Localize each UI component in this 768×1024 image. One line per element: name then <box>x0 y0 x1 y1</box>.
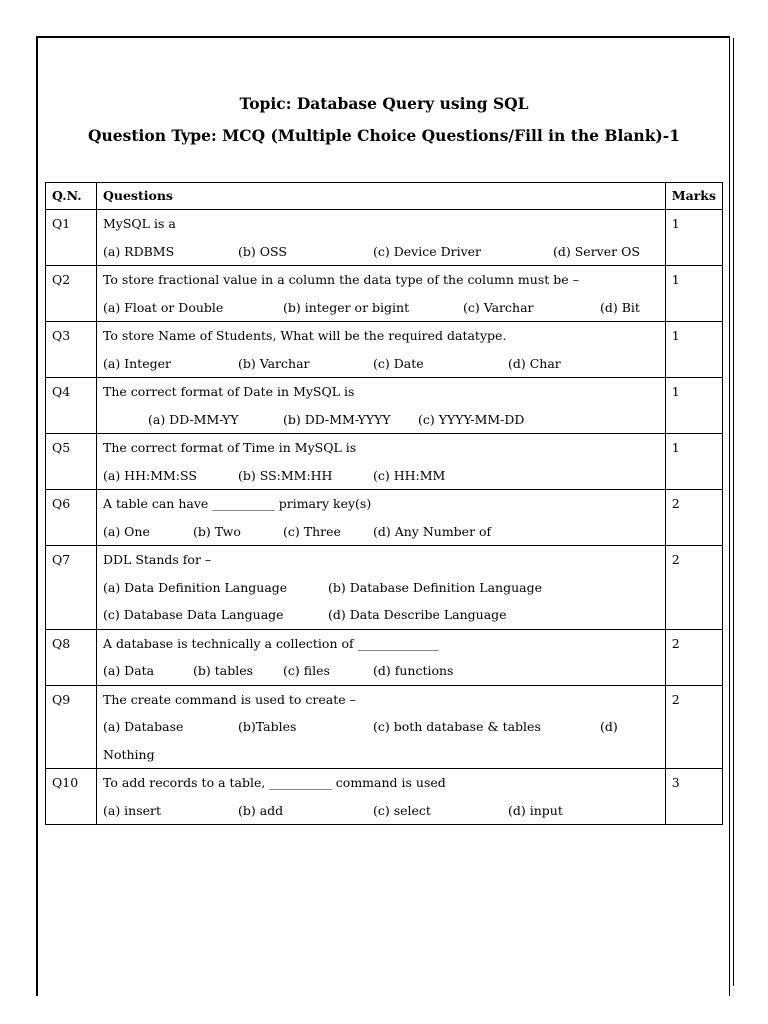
table-row <box>46 378 723 434</box>
header-questions: Questions <box>97 183 666 210</box>
option: (c) Three <box>283 523 341 539</box>
option: (c) Database Data Language <box>103 607 284 622</box>
question-type-title: Question Type: MCQ (Multiple Choice Questions/Fill in the Blank)-1 <box>88 126 680 145</box>
question-text: The correct format of Time in MySQL is <box>103 440 357 455</box>
option: (d) Server OS <box>553 243 640 259</box>
table-row <box>46 629 723 685</box>
question-cell <box>97 434 666 490</box>
question-cell <box>97 210 666 266</box>
option: (c) Date <box>373 355 424 371</box>
options-line <box>103 574 659 602</box>
table-row <box>46 210 723 266</box>
option: (c) both database & tables <box>373 719 541 734</box>
question-number: Q9 <box>46 685 97 769</box>
table-row <box>46 546 723 630</box>
marks-cell: 1 <box>665 210 722 266</box>
option: (a) Data <box>103 663 155 678</box>
options-line <box>103 350 659 378</box>
question-text: MySQL is a <box>103 216 176 231</box>
option: (c) HH:MM <box>373 467 446 483</box>
option: (a) insert <box>103 802 162 818</box>
marks-cell: 2 <box>665 490 722 546</box>
option: (a) HH:MM:SS <box>103 467 197 483</box>
question-cell <box>97 266 666 322</box>
options-line <box>103 797 659 825</box>
question-number: Q4 <box>46 378 97 434</box>
option: Nothing <box>103 746 155 762</box>
marks-cell: 3 <box>665 769 722 825</box>
option: (d) Any Number of <box>373 523 492 539</box>
question-cell <box>97 322 666 378</box>
option: (a) RDBMS <box>103 243 175 259</box>
option: (d) <box>600 719 618 734</box>
question-number: Q5 <box>46 434 97 490</box>
option: (b) tables <box>193 663 254 678</box>
question-text: DDL Stands for – <box>103 552 212 567</box>
options-line <box>103 601 659 629</box>
questions-table <box>45 182 723 825</box>
option: (b) Database Definition Language <box>328 579 543 595</box>
marks-cell: 2 <box>665 629 722 685</box>
option: (b) OSS <box>238 243 287 259</box>
question-cell <box>97 490 666 546</box>
question-number: Q8 <box>46 629 97 685</box>
option: (d) input <box>508 802 563 818</box>
option: (d) Data Describe Language <box>328 607 507 622</box>
option: (a) Database <box>103 719 184 734</box>
options-line <box>103 406 659 434</box>
question-number: Q2 <box>46 266 97 322</box>
option: (c) YYYY-MM-DD <box>418 411 525 427</box>
table-row <box>46 685 723 769</box>
marks-cell: 1 <box>665 434 722 490</box>
table-row <box>46 266 723 322</box>
option: (c) Device Driver <box>373 243 482 259</box>
marks-cell: 2 <box>665 546 722 630</box>
question-cell <box>97 769 666 825</box>
option: (a) One <box>103 523 150 539</box>
question-cell <box>97 378 666 434</box>
marks-cell: 2 <box>665 685 722 769</box>
question-text: The correct format of Date in MySQL is <box>103 384 355 399</box>
question-text: To store Name of Students, What will be the required datatype. <box>103 328 507 343</box>
option: (b) Two <box>193 523 241 539</box>
table-row <box>46 322 723 378</box>
option: (a) Integer <box>103 355 171 371</box>
option: (b)Tables <box>238 719 297 734</box>
question-cell <box>97 546 666 630</box>
table-row <box>46 769 723 825</box>
option: (d) functions <box>373 663 454 678</box>
option: (d) Char <box>508 355 561 371</box>
options-line <box>103 657 659 685</box>
question-text: The create command is used to create – <box>103 691 356 707</box>
option: (c) Varchar <box>463 299 534 315</box>
header-marks: Marks <box>665 183 722 210</box>
options-line <box>103 741 659 769</box>
question-text: To add records to a table, __________ command is used <box>103 775 446 790</box>
option: (b) Varchar <box>238 355 310 371</box>
options-line <box>103 518 659 546</box>
question-number: Q1 <box>46 210 97 266</box>
question-number: Q6 <box>46 490 97 546</box>
options-line <box>103 238 659 266</box>
options-line <box>103 294 659 322</box>
options-line <box>103 462 659 490</box>
table-header-row <box>46 183 723 210</box>
option: (b) add <box>238 802 284 818</box>
table-row <box>46 490 723 546</box>
question-number: Q7 <box>46 546 97 630</box>
question-cell <box>97 629 666 685</box>
question-text: To store fractional value in a column the data type of the column must be – <box>103 272 579 287</box>
marks-cell: 1 <box>665 322 722 378</box>
option: (c) select <box>373 802 431 818</box>
option: (d) Bit <box>600 299 640 315</box>
question-cell <box>97 685 666 769</box>
marks-cell: 1 <box>665 378 722 434</box>
options-line <box>103 713 659 741</box>
topic-title: Topic: Database Query using SQL <box>239 94 529 113</box>
option: (b) SS:MM:HH <box>238 467 333 483</box>
option: (b) integer or bigint <box>283 299 410 315</box>
option: (b) DD-MM-YYYY <box>283 411 391 427</box>
table-row <box>46 434 723 490</box>
option: (a) DD-MM-YY <box>148 411 239 427</box>
question-number: Q10 <box>46 769 97 825</box>
option: (a) Data Definition Language <box>103 579 288 595</box>
page-border-right-double <box>733 38 734 986</box>
header-qn: Q.N. <box>46 183 97 210</box>
marks-cell: 1 <box>665 266 722 322</box>
option: (a) Float or Double <box>103 299 224 315</box>
option: (c) files <box>283 663 330 678</box>
question-number: Q3 <box>46 322 97 378</box>
question-text: A database is technically a collection of _____________ <box>103 635 439 651</box>
question-text: A table can have __________ primary key(s) <box>103 496 372 511</box>
